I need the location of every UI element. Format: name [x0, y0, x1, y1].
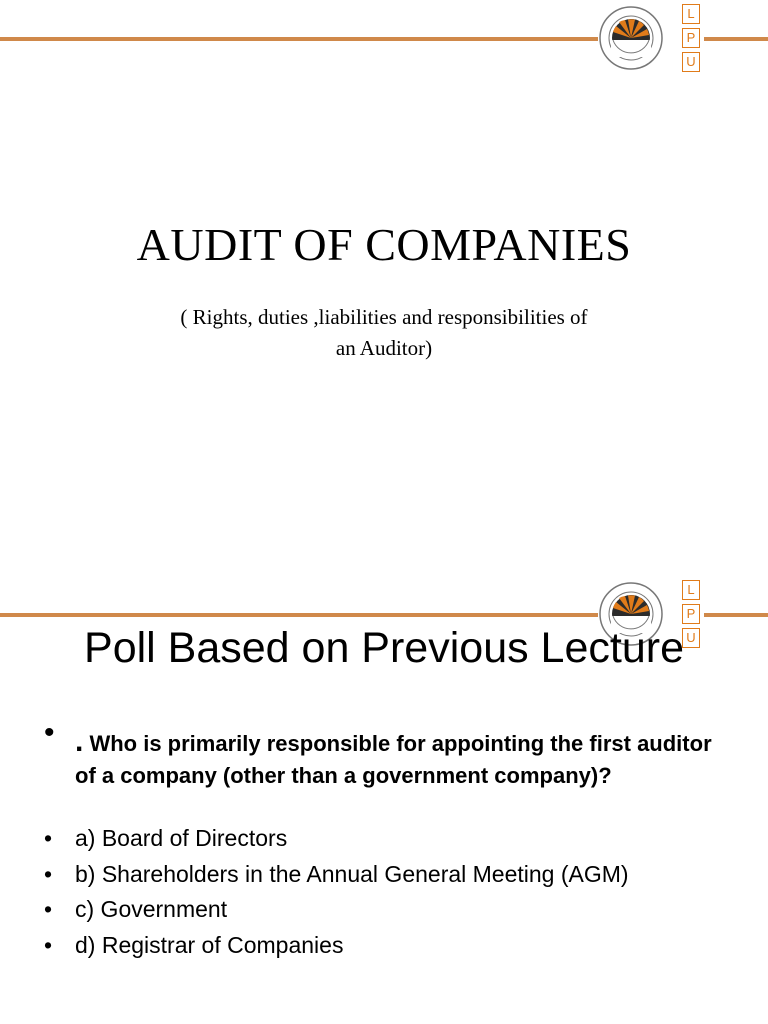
option-label: c) Government	[75, 896, 228, 922]
slide-subtitle	[120, 302, 648, 364]
subtitle-line-2: an Auditor)	[335, 336, 433, 360]
university-seal-icon	[599, 6, 663, 70]
question-text: Who is primarily responsible for appointing the first auditor of a company (other than a government company)?	[75, 731, 712, 788]
option-a: • a) Board of Directors	[44, 825, 288, 851]
logo-letter-l: L	[682, 4, 700, 24]
header-rule-right	[704, 613, 768, 617]
logo-letter-l: L	[682, 580, 700, 600]
logo-letter-p: P	[682, 604, 700, 624]
option-b: • b) Shareholders in the Annual General Meeting (AGM)	[44, 860, 629, 887]
answer-options	[44, 822, 629, 964]
header-rule-right	[704, 37, 768, 41]
option-label: d) Registrar of Companies	[75, 931, 344, 958]
option-label: b) Shareholders in the Annual General Meeting (AGM)	[75, 860, 629, 887]
slide-2	[0, 576, 768, 1024]
option-d: • d) Registrar of Companies	[44, 931, 344, 958]
question-prefix: .	[75, 725, 84, 758]
header-rule-left	[0, 37, 598, 41]
logo-letter-u: U	[682, 52, 700, 72]
option-label: a) Board of Directors	[75, 825, 288, 851]
logo-letter-u: U	[682, 628, 700, 648]
header-rule-left	[0, 613, 598, 617]
subtitle-line-1: ( Rights, duties ,liabilities and responsibilities of	[180, 305, 588, 329]
slide-title: AUDIT OF COMPANIES	[136, 219, 632, 270]
logo-letter-p: P	[682, 28, 700, 48]
option-c: • c) Government	[44, 896, 228, 922]
poll-title: Poll Based on Previous Lecture	[84, 624, 684, 672]
poll-question	[75, 726, 735, 792]
question-bullet: •	[44, 716, 55, 749]
